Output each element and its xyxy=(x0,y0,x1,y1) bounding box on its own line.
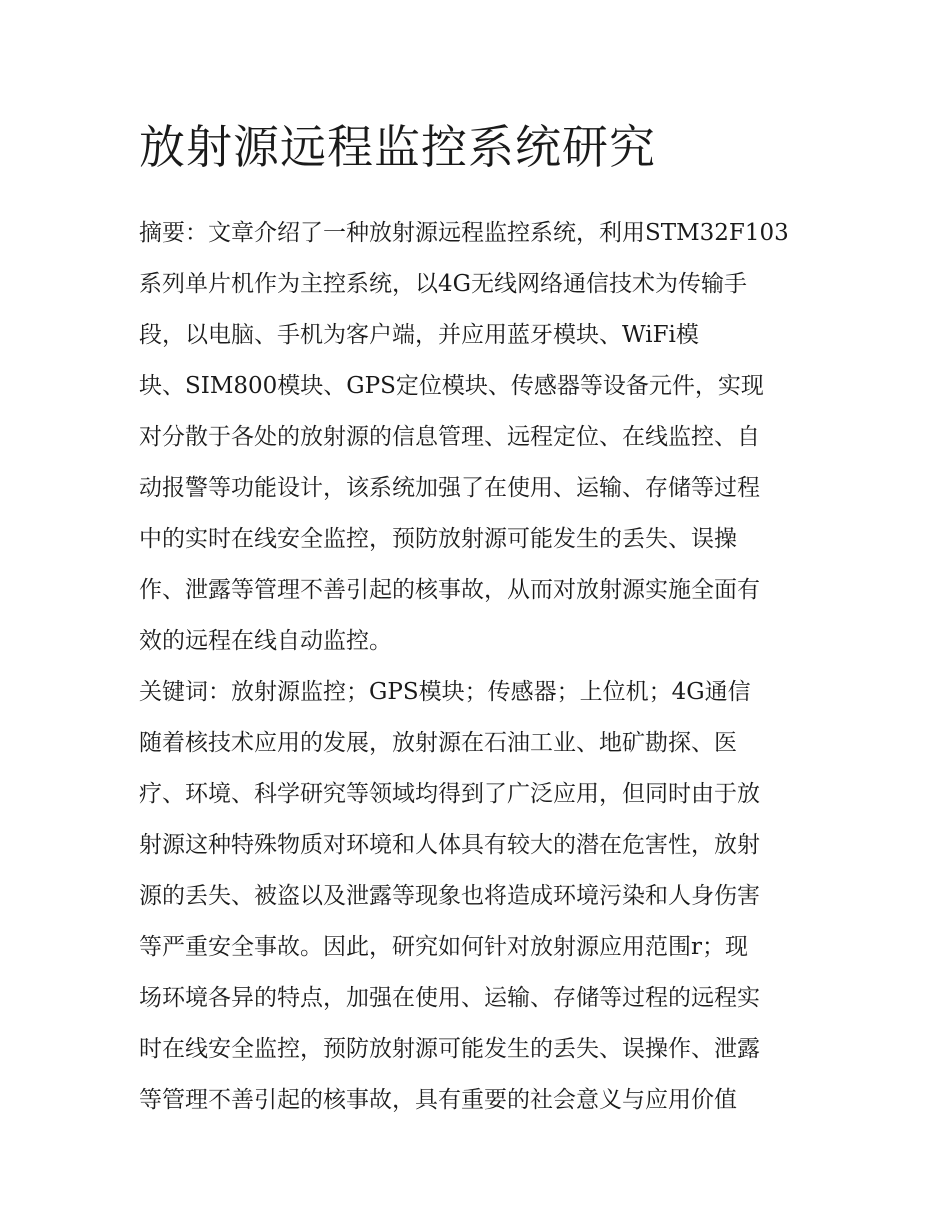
document-page xyxy=(139,118,815,1126)
body-line: 动报警等功能设计，该系统加强了在使用、运输、存储等过程 xyxy=(139,475,760,501)
body-line: 作、泄露等管理不善引起的核事故，从而对放射源实施全面有 xyxy=(139,577,760,603)
body-line: 疗、环境、科学研究等领域均得到了广泛应用，但同时由于放 xyxy=(139,781,760,807)
document-title: 放射源远程监控系统研究 xyxy=(139,120,656,174)
body-line: 等严重安全事故。因此，研究如何针对放射源应用范围r；现 xyxy=(139,934,748,960)
document-body xyxy=(139,208,815,1126)
body-line: 摘要：文章介绍了一种放射源远程监控系统，利用STM32F103 xyxy=(139,220,789,246)
body-line: 时在线安全监控，预防放射源可能发生的丢失、误操作、泄露 xyxy=(139,1036,760,1062)
body-line: 等管理不善引起的核事故，具有重要的社会意义与应用价值 xyxy=(139,1087,737,1113)
keywords-line: 关键词：放射源监控；GPS模块；传感器；上位机；4G通信 xyxy=(139,679,751,705)
body-line: 中的实时在线安全监控，预防放射源可能发生的丢失、误操 xyxy=(139,526,737,552)
body-line: 源的丢失、被盗以及泄露等现象也将造成环境污染和人身伤害 xyxy=(139,883,760,909)
body-line: 对分散于各处的放射源的信息管理、远程定位、在线监控、自 xyxy=(139,424,760,450)
body-line: 段，以电脑、手机为客户端，并应用蓝牙模块、WiFi模 xyxy=(139,322,699,348)
body-line: 场环境各异的特点，加强在使用、运输、存储等过程的远程实 xyxy=(139,985,760,1011)
body-line: 块、SIM800模块、GPS定位模块、传感器等设备元件，实现 xyxy=(139,373,764,399)
body-line: 射源这种特殊物质对环境和人体具有较大的潜在危害性，放射 xyxy=(139,832,760,858)
body-line: 随着核技术应用的发展，放射源在石油工业、地矿勘探、医 xyxy=(139,730,737,756)
body-line: 效的远程在线自动监控。 xyxy=(139,628,392,654)
body-line: 系列单片机作为主控系统，以4G无线网络通信技术为传输手 xyxy=(139,271,748,297)
